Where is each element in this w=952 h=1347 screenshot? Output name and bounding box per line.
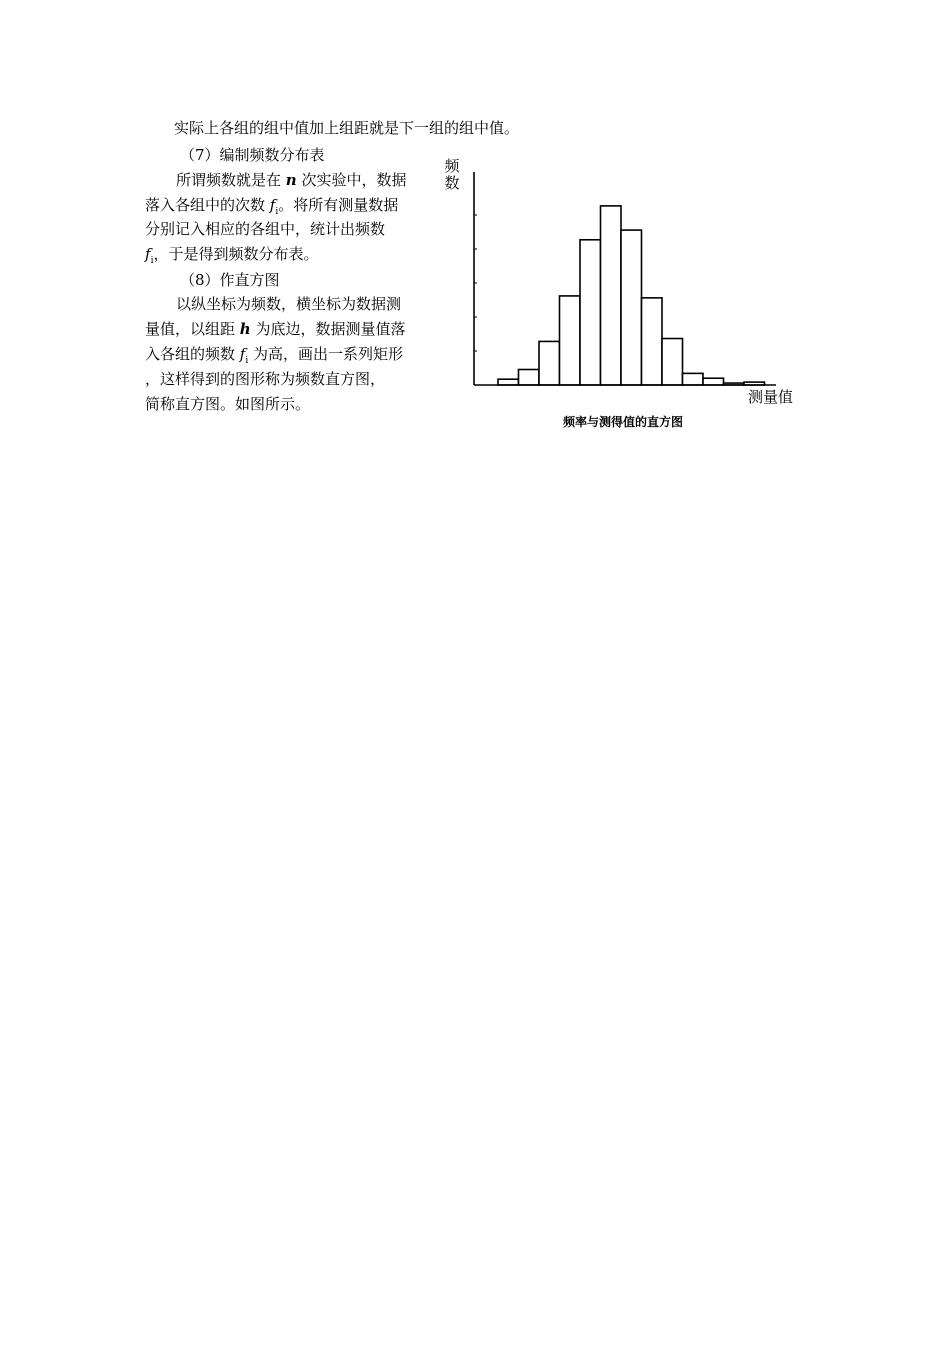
section-heading-8 <box>180 270 280 290</box>
variable-f: f <box>239 345 246 363</box>
text-run: 分别记入相应的各组中，统计出频数 <box>145 220 386 238</box>
histogram-bar-11 <box>703 378 724 385</box>
histogram-bar-7 <box>621 230 642 385</box>
paragraph-line <box>145 319 405 339</box>
text-run: 次实验中，数据 <box>296 171 407 189</box>
subscript-i: i <box>275 207 279 217</box>
paragraph-line <box>145 244 318 271</box>
histogram-bar-6 <box>601 206 622 385</box>
text-run: ，这样得到的图形称为频数直方图， <box>145 370 386 388</box>
paragraph-line <box>145 195 398 222</box>
paragraph-line <box>176 170 406 190</box>
histogram-bar-1 <box>498 379 519 385</box>
text-run: 为底边，数据测量值落 <box>250 320 406 338</box>
variable-fi <box>239 345 249 366</box>
paragraph-line <box>174 118 519 138</box>
text-run: 为高，画出一系列矩形 <box>248 345 404 363</box>
text-run: 以纵坐标为频数，横坐标为数据测 <box>176 295 402 313</box>
paragraph-line <box>145 369 385 389</box>
variable-n: n <box>285 171 297 189</box>
variable-fi <box>269 196 279 217</box>
histogram-bar-3 <box>539 341 560 385</box>
text-run: 实际上各组的组中值加上组距就是下一组的组中值。 <box>174 119 520 137</box>
heading-text: （8）作直方图 <box>180 271 280 289</box>
subscript-i: i <box>245 356 249 366</box>
text-run: 所谓频数就是在 <box>176 171 286 189</box>
paragraph-line <box>145 394 310 414</box>
subscript-i: i <box>150 256 154 266</box>
section-heading-7 <box>180 145 325 165</box>
variable-h: h <box>239 320 251 338</box>
histogram-bar-10 <box>683 373 704 385</box>
x-axis-label: 测量值 <box>748 388 794 406</box>
text-run: ，于是得到频数分布表。 <box>153 245 319 263</box>
text-run: 量值，以组距 <box>145 320 240 338</box>
variable-f: f <box>269 196 276 214</box>
paragraph-line <box>145 219 385 239</box>
text-run: 。将所有测量数据 <box>278 196 399 214</box>
y-axis-label: 频数 <box>444 157 460 192</box>
text-run: 落入各组中的次数 <box>145 196 270 214</box>
histogram-bars <box>498 206 765 385</box>
heading-text: （7）编制频数分布表 <box>180 146 325 164</box>
histogram-bar-9 <box>662 339 683 385</box>
variable-f: f <box>145 245 151 263</box>
text-run: 简称直方图。如图所示。 <box>145 395 311 413</box>
histogram-bar-4 <box>560 296 581 385</box>
paragraph-line <box>145 344 403 371</box>
histogram-bar-5 <box>580 240 601 385</box>
text-run: 入各组的频数 <box>145 345 240 363</box>
histogram-bar-2 <box>519 370 540 385</box>
figure-caption: 频率与测得值的直方图 <box>563 415 684 429</box>
paragraph-line <box>176 294 401 314</box>
histogram-bar-8 <box>642 298 663 385</box>
